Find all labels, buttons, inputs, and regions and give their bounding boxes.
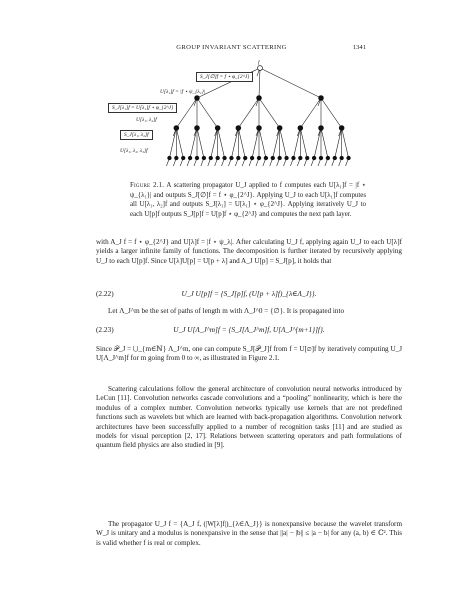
tree-node <box>236 126 241 131</box>
scattering-tree-figure <box>108 60 358 180</box>
paragraph-2: Let Λ_J^m be the set of paths of length m with Λ_J^0 = {∅}. It is propagated into <box>108 307 345 315</box>
tree-node <box>264 156 268 160</box>
equation-number: (2.23) <box>96 325 114 334</box>
paragraph-1: with A_J f = f ⋆ φ_{2^J} and U[λ]f = |f ⋆ ψ_λ|. After calculating U_J f, applying again U_J to each U[λ]f yields a larger infinite family of functions. The decomposition is further iterated by recursively applying U_J to each U[p]f. Since U[λ]U[p] = U[p + λ] and A_J U[p] = S_J[p], it holds that <box>96 238 402 265</box>
tree-edge <box>197 98 218 128</box>
tree-node <box>271 156 275 160</box>
tree-edge <box>218 128 225 158</box>
tree-node <box>319 96 324 101</box>
tree-node <box>250 156 254 160</box>
tree-node <box>257 96 262 101</box>
tree-node <box>257 126 262 131</box>
tree-node <box>188 156 192 160</box>
running-header <box>0 44 463 56</box>
label-sj-empty: S_J[∅]f = f ⋆ φ_{2^J} <box>196 72 253 82</box>
tree-node <box>312 156 316 160</box>
paragraph-3: Since 𝒫_J = ⋃_{m∈ℕ} Λ_J^m, one can compute S_J[𝒫_J]f from f = U[∅]f by iteratively computing U_J U[Λ_J^m]f for m going from 0 to ∞, as illustrated in Figure 2.1. <box>96 345 402 363</box>
tree-edge <box>211 128 218 158</box>
tree-edge <box>231 128 238 158</box>
tree-node <box>181 156 185 160</box>
label-sj-lambda12: S_J[λ₁, λ₂]f <box>120 130 153 140</box>
tree-node <box>195 96 200 101</box>
tree-node <box>237 156 241 160</box>
root-label: f <box>258 60 260 66</box>
tree-node <box>319 156 323 160</box>
tree-node <box>195 126 200 131</box>
tree-edge <box>335 128 342 158</box>
tree-edge <box>280 128 287 158</box>
tree-node <box>174 126 179 131</box>
tree-edge <box>321 98 342 128</box>
tree-edge <box>176 98 197 128</box>
equation-expression: U_J U[Λ_J^m]f = {S_J[Λ_J^m]f, U[Λ_J^{m+1}]f}. <box>173 325 325 334</box>
tree-node <box>258 66 263 71</box>
tree-node <box>285 156 289 160</box>
tree-edge <box>293 128 300 158</box>
tree-node <box>209 156 213 160</box>
tree-edge <box>321 128 328 158</box>
tree-edge <box>342 128 349 158</box>
tree-node <box>305 156 309 160</box>
tree-node <box>277 126 282 131</box>
label-u-lambda1: U[λ₁]f = |f ⋆ ψ_{λ₁}| <box>160 89 206 95</box>
tree-edge <box>300 98 321 128</box>
tree-edge <box>197 128 204 158</box>
tree-edge <box>252 128 259 158</box>
tree-node <box>299 156 303 160</box>
tree-node <box>175 156 179 160</box>
tree-node <box>195 156 199 160</box>
tree-edge <box>259 128 266 158</box>
equation-2-23 <box>96 325 402 337</box>
equation-number: (2.22) <box>96 289 114 298</box>
running-title: GROUP INVARIANT SCATTERING <box>176 44 287 51</box>
caption-text: A scattering propagator U_J applied to f computes each U[λ₁]f = |f ⋆ ψ_{λ₁}| and outputs S_J[∅]f = f ⋆ φ_{2^J}. Applying U_J to each U[λ₁]f computes all U[λ₁, λ₂]f and outputs S_J[λ₁] = U[λ₁] ⋆ φ_{2^J}. Applying iteratively U_J to each U[p]f outputs S_J[p]f = U[p]f ⋆ φ_{2^J} and computes the next path layer. <box>130 182 366 218</box>
equation-2-22 <box>96 289 402 301</box>
tree-node <box>223 156 227 160</box>
tree-edge <box>176 128 183 158</box>
tree-edge <box>300 128 307 158</box>
tree-node <box>202 156 206 160</box>
tree-node <box>257 156 261 160</box>
tree-node <box>243 156 247 160</box>
page-number: 1341 <box>352 44 366 51</box>
tree-node <box>278 156 282 160</box>
paragraph-5: The propagator U_J f = {A_J f, (|W[λ]f|)_{λ∈Λ_J}} is nonexpansive because the wavelet transform W_J is unitary and a modulus is nonexpansive in the sense that ||a| − |b|| ≤ |a − b| for any (a, b) ∈ ℂ². This is valid whether f is real or complex. <box>96 520 402 547</box>
tree-node <box>319 126 324 131</box>
tree-node <box>168 156 172 160</box>
tree-edge <box>238 128 245 158</box>
tree-node <box>215 126 220 131</box>
tree-node <box>216 156 220 160</box>
paragraph-4: Scattering calculations follow the general architecture of convolution neural networks introduced by LeCun [11]. Convolution networks cascade convolutions and a “pooling” nonlinearity, which is here the modulus of a complex number. Convolution networks typically use kernels that are not predefined functions such as wavelets but which are learned with back-propagation algorithms. Convolution network architectures have been successfully applied to a number of recognition tasks [11] and are studied as models for visual perception [2, 17]. Relations between scattering operators and path formulations of quantum field physics are also studied in [9]. <box>96 385 402 450</box>
tree-node <box>298 126 303 131</box>
tree-edge <box>238 98 259 128</box>
caption-lead: Figure 2.1. <box>130 182 165 189</box>
tree-node <box>326 156 330 160</box>
tree-node <box>340 156 344 160</box>
tree-edge <box>169 128 176 158</box>
label-u-lambda123: U[λ₁, λ₂, λ₃]f <box>120 148 148 154</box>
tree-node <box>292 156 296 160</box>
tree-edge <box>259 98 280 128</box>
tree-edge <box>314 128 321 158</box>
figure-caption <box>130 181 366 219</box>
tree-edge <box>190 128 197 158</box>
tree-node <box>339 126 344 131</box>
tree-edge <box>273 128 280 158</box>
label-sj-lambda1: S_J[λ₁]f = U[λ₁]f ⋆ φ_{2^J} <box>108 103 177 113</box>
label-u-lambda12: U[λ₁, λ₂]f <box>136 117 157 123</box>
tree-edge <box>260 68 321 98</box>
tree-node <box>333 156 337 160</box>
tree-node <box>347 156 351 160</box>
tree-edge <box>259 68 260 98</box>
tree-node <box>230 156 234 160</box>
equation-expression: U_J U[p]f = {S_J[p]f, (U[p + λ]f)_{λ∈Λ_J}}. <box>181 289 317 298</box>
